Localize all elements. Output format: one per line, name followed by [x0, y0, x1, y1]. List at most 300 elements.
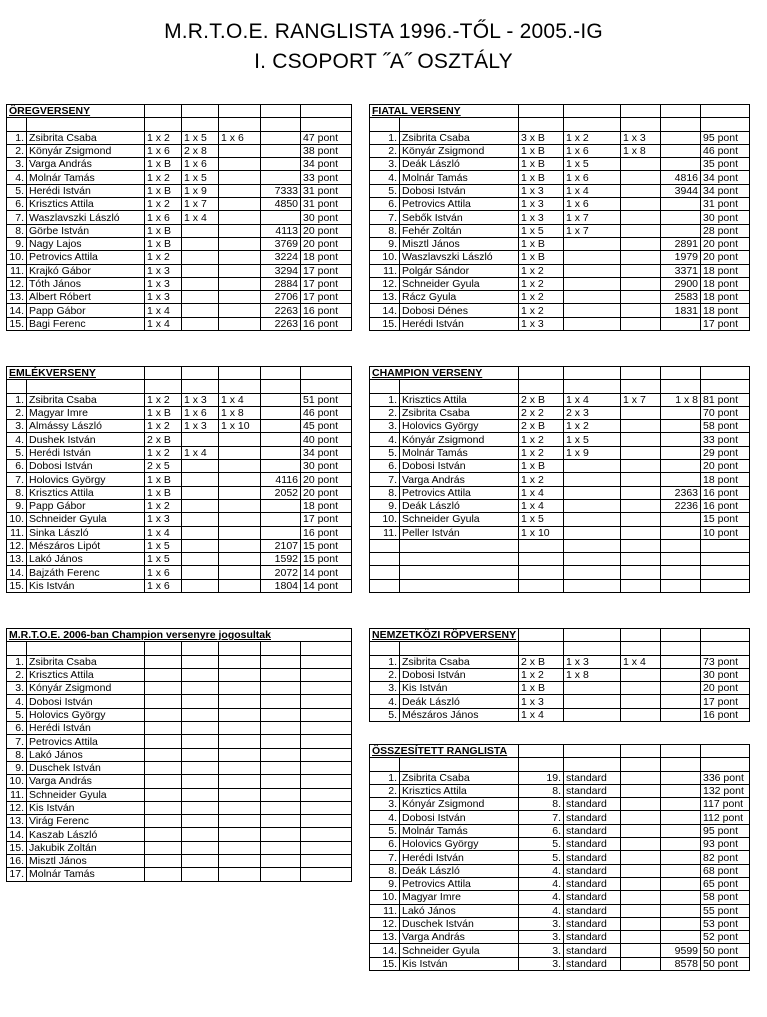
empty-cell — [219, 380, 261, 393]
result-cell-3 — [621, 798, 661, 811]
result-cell-3 — [621, 406, 661, 419]
table-row — [7, 513, 352, 526]
tiebreak-cell — [661, 917, 701, 930]
name-cell: Deák László — [400, 499, 519, 512]
name-cell: Herédi István — [400, 317, 519, 330]
tiebreak-cell: 9599 — [661, 944, 701, 957]
tiebreak-cell: 8578 — [661, 957, 701, 970]
table-row — [7, 317, 352, 330]
points-cell: 17 pont — [301, 513, 352, 526]
result-cell-3 — [219, 291, 261, 304]
table-title-row — [370, 745, 750, 758]
tiebreak-cell — [661, 460, 701, 473]
points-cell: 20 pont — [301, 237, 352, 250]
rank-cell: 3. — [370, 682, 400, 695]
name-cell: Magyar Imre — [27, 406, 145, 419]
empty-cell — [400, 642, 519, 655]
rank-cell: 12. — [7, 801, 27, 814]
name-cell: Holovics György — [400, 838, 519, 851]
table-row — [7, 237, 352, 250]
result-cell-1 — [145, 722, 182, 735]
table-row — [7, 735, 352, 748]
result-cell-2 — [182, 695, 219, 708]
tiebreak-cell — [261, 171, 301, 184]
result-cell-1: 1 x 2 — [145, 198, 182, 211]
empty-cell — [564, 629, 621, 642]
result-cell-3 — [621, 158, 661, 171]
table-title-row — [370, 629, 750, 642]
empty-cell — [661, 758, 701, 771]
table-row — [7, 158, 352, 171]
name-cell: Schneider Gyula — [27, 513, 145, 526]
result-cell-2 — [564, 708, 621, 721]
table-row — [7, 539, 352, 552]
empty-cell — [519, 642, 564, 655]
result-cell-1: 1 x 5 — [519, 224, 564, 237]
tiebreak-cell: 2263 — [261, 304, 301, 317]
table-row — [370, 682, 750, 695]
tiebreak-cell — [661, 931, 701, 944]
points-cell: 31 pont — [301, 198, 352, 211]
result-cell-1: 2 x B — [145, 433, 182, 446]
points-cell: 17 pont — [701, 317, 750, 330]
result-cell-2 — [564, 304, 621, 317]
result-cell-3 — [621, 891, 661, 904]
tiebreak-cell — [661, 798, 701, 811]
name-cell: Duschek István — [27, 761, 145, 774]
result-cell-3 — [621, 304, 661, 317]
result-cell-2 — [564, 566, 621, 579]
rank-cell: 11. — [370, 904, 400, 917]
points-cell — [301, 708, 352, 721]
spacer-row — [370, 758, 750, 771]
points-cell — [301, 682, 352, 695]
result-cell-1: 1 x 5 — [145, 553, 182, 566]
result-cell-1: 1 x 3 — [519, 695, 564, 708]
name-cell: Molnár Tamás — [27, 868, 145, 881]
rank-cell: 5. — [7, 708, 27, 721]
result-cell-1: 1 x B — [145, 486, 182, 499]
result-cell-1: 6. — [519, 824, 564, 837]
points-cell: 18 pont — [701, 277, 750, 290]
result-cell-1: 1 x 3 — [145, 277, 182, 290]
table-row — [7, 841, 352, 854]
rank-cell: 4. — [7, 695, 27, 708]
rank-cell: 3. — [7, 158, 27, 171]
result-cell-2 — [182, 682, 219, 695]
result-cell-3 — [621, 486, 661, 499]
table-row — [7, 406, 352, 419]
empty-cell — [621, 758, 661, 771]
tiebreak-cell — [661, 317, 701, 330]
tiebreak-cell: 4816 — [661, 171, 701, 184]
result-cell-3 — [621, 824, 661, 837]
result-cell-1: 1 x B — [145, 224, 182, 237]
points-cell: 30 pont — [301, 211, 352, 224]
empty-cell — [219, 367, 261, 380]
empty-cell — [519, 380, 564, 393]
name-cell: Papp Gábor — [27, 304, 145, 317]
rank-cell: 7. — [370, 851, 400, 864]
name-cell: Holovics György — [400, 420, 519, 433]
result-cell-2 — [182, 788, 219, 801]
empty-cell — [145, 118, 182, 131]
result-cell-1: 1 x 2 — [519, 473, 564, 486]
result-cell-2: 1 x 4 — [564, 393, 621, 406]
result-cell-1 — [145, 815, 182, 828]
points-cell: 45 pont — [301, 420, 352, 433]
result-cell-1: 1 x 4 — [519, 486, 564, 499]
result-cell-3 — [621, 446, 661, 459]
table-row — [7, 460, 352, 473]
tiebreak-cell: 2072 — [261, 566, 301, 579]
tiebreak-cell: 2263 — [261, 317, 301, 330]
rank-cell — [370, 553, 400, 566]
empty-cell — [301, 118, 352, 131]
spacer-row — [7, 642, 352, 655]
points-cell: 58 pont — [701, 420, 750, 433]
result-cell-1 — [145, 841, 182, 854]
tiebreak-cell — [661, 824, 701, 837]
table-row — [370, 499, 750, 512]
result-cell-1: 7. — [519, 811, 564, 824]
nemzetkozi-ropverseny-table — [369, 628, 750, 722]
result-cell-3 — [219, 446, 261, 459]
table-row — [7, 184, 352, 197]
result-cell-2: standard — [564, 944, 621, 957]
name-cell: Dushek István — [27, 433, 145, 446]
points-cell: 95 pont — [701, 131, 750, 144]
table-row — [370, 864, 750, 877]
name-cell: Dobosi Dénes — [400, 304, 519, 317]
result-cell-2 — [182, 735, 219, 748]
rank-cell: 3. — [7, 420, 27, 433]
table-row — [7, 748, 352, 761]
tiebreak-cell — [261, 446, 301, 459]
table-title-row — [7, 367, 352, 380]
result-cell-3 — [219, 539, 261, 552]
name-cell: Krisztics Attila — [400, 784, 519, 797]
rank-cell: 2. — [7, 406, 27, 419]
rank-cell: 5. — [7, 184, 27, 197]
empty-cell — [519, 105, 564, 118]
tiebreak-cell: 4850 — [261, 198, 301, 211]
empty-cell — [219, 105, 261, 118]
tiebreak-cell — [261, 801, 301, 814]
result-cell-3 — [219, 566, 261, 579]
points-cell: 18 pont — [701, 304, 750, 317]
result-cell-3 — [219, 317, 261, 330]
tiebreak-cell — [261, 513, 301, 526]
table-row — [7, 499, 352, 512]
points-cell — [301, 695, 352, 708]
result-cell-3 — [621, 171, 661, 184]
name-cell: Varga András — [400, 931, 519, 944]
table-title: M.R.T.O.E. 2006-ban Champion versenyre jogosultak — [9, 629, 271, 642]
name-cell: Fehér Zoltán — [400, 224, 519, 237]
name-cell: Schneider Gyula — [27, 788, 145, 801]
result-cell-1 — [145, 828, 182, 841]
result-cell-3 — [219, 801, 261, 814]
result-cell-3 — [621, 811, 661, 824]
rank-cell: 3. — [370, 420, 400, 433]
table-row — [7, 144, 352, 157]
tiebreak-cell — [261, 775, 301, 788]
result-cell-3 — [219, 553, 261, 566]
result-cell-1: 1 x 4 — [145, 317, 182, 330]
result-cell-2 — [182, 304, 219, 317]
points-cell: 73 pont — [701, 655, 750, 668]
points-cell — [301, 735, 352, 748]
rank-cell — [370, 539, 400, 552]
rank-cell: 10. — [370, 513, 400, 526]
name-cell: Zsibrita Csaba — [400, 406, 519, 419]
name-cell: Petrovics Attila — [400, 486, 519, 499]
points-cell: 112 pont — [701, 811, 750, 824]
tiebreak-cell — [261, 695, 301, 708]
name-cell: Rácz Gyula — [400, 291, 519, 304]
name-cell: Dobosi István — [400, 668, 519, 681]
points-cell — [301, 668, 352, 681]
result-cell-3 — [219, 460, 261, 473]
points-cell: 50 pont — [701, 957, 750, 970]
rank-cell: 7. — [7, 473, 27, 486]
name-cell: Molnár Tamás — [400, 446, 519, 459]
tiebreak-cell — [661, 904, 701, 917]
name-cell: Sinka László — [27, 526, 145, 539]
result-cell-3 — [621, 566, 661, 579]
points-cell: 34 pont — [701, 171, 750, 184]
points-cell: 336 pont — [701, 771, 750, 784]
points-cell: 16 pont — [301, 317, 352, 330]
points-cell: 30 pont — [301, 460, 352, 473]
result-cell-3 — [621, 864, 661, 877]
points-cell — [301, 775, 352, 788]
result-cell-1 — [145, 868, 182, 881]
empty-cell — [621, 118, 661, 131]
result-cell-1 — [519, 539, 564, 552]
result-cell-2 — [182, 486, 219, 499]
empty-cell — [701, 367, 750, 380]
points-cell: 93 pont — [701, 838, 750, 851]
rank-cell: 4. — [7, 433, 27, 446]
empty-cell — [701, 118, 750, 131]
name-cell: Albert Róbert — [27, 291, 145, 304]
table-row — [7, 291, 352, 304]
rank-cell: 2. — [370, 144, 400, 157]
points-cell — [701, 539, 750, 552]
empty-cell — [701, 745, 750, 758]
result-cell-1: 1 x 2 — [519, 277, 564, 290]
tiebreak-cell — [661, 579, 701, 592]
result-cell-1: 1 x 2 — [519, 291, 564, 304]
result-cell-3 — [621, 904, 661, 917]
result-cell-3 — [621, 317, 661, 330]
tiebreak-cell — [661, 838, 701, 851]
name-cell: Varga András — [400, 473, 519, 486]
tiebreak-cell: 1 x 8 — [661, 393, 701, 406]
name-cell: Almássy László — [27, 420, 145, 433]
emlekverseny-table — [6, 366, 352, 593]
table-title-row — [370, 367, 750, 380]
result-cell-3 — [219, 277, 261, 290]
rank-cell: 17. — [7, 868, 27, 881]
rank-cell: 8. — [7, 748, 27, 761]
name-cell: Waszlavszki László — [27, 211, 145, 224]
result-cell-1: 1 x B — [519, 237, 564, 250]
rank-cell: 1. — [370, 771, 400, 784]
rank-cell: 13. — [370, 291, 400, 304]
points-cell: 50 pont — [701, 944, 750, 957]
empty-cell — [400, 380, 519, 393]
result-cell-3 — [219, 224, 261, 237]
rank-cell: 4. — [7, 171, 27, 184]
empty-cell — [661, 380, 701, 393]
table-row — [370, 851, 750, 864]
result-cell-1 — [145, 735, 182, 748]
result-cell-2: 1 x 5 — [182, 131, 219, 144]
table-row — [7, 473, 352, 486]
result-cell-3: 1 x 3 — [621, 131, 661, 144]
result-cell-1: 8. — [519, 798, 564, 811]
rank-cell: 10. — [7, 775, 27, 788]
name-cell: Lakó János — [27, 553, 145, 566]
tiebreak-cell — [661, 877, 701, 890]
points-cell — [301, 855, 352, 868]
result-cell-3 — [621, 460, 661, 473]
rank-cell: 8. — [370, 864, 400, 877]
rank-cell: 5. — [370, 824, 400, 837]
result-cell-2: standard — [564, 891, 621, 904]
points-cell: 117 pont — [701, 798, 750, 811]
name-cell — [400, 539, 519, 552]
points-cell — [301, 868, 352, 881]
table-row — [370, 198, 750, 211]
result-cell-1: 1 x B — [145, 237, 182, 250]
points-cell: 18 pont — [701, 291, 750, 304]
result-cell-1: 1 x 3 — [519, 317, 564, 330]
result-cell-3: 1 x 10 — [219, 420, 261, 433]
result-cell-2: standard — [564, 917, 621, 930]
result-cell-1: 1 x B — [519, 171, 564, 184]
name-cell: Waszlavszki László — [400, 251, 519, 264]
result-cell-3 — [621, 877, 661, 890]
name-cell: Mészáros János — [400, 708, 519, 721]
table-row — [370, 486, 750, 499]
result-cell-1 — [145, 775, 182, 788]
empty-cell — [661, 118, 701, 131]
rank-cell: 2. — [370, 784, 400, 797]
table-row — [7, 579, 352, 592]
rank-cell: 1. — [370, 131, 400, 144]
result-cell-1: 1 x 2 — [519, 446, 564, 459]
rank-cell: 9. — [7, 761, 27, 774]
result-cell-1: 1 x 3 — [145, 513, 182, 526]
result-cell-2 — [564, 539, 621, 552]
result-cell-1: 1 x 4 — [519, 499, 564, 512]
points-cell — [301, 828, 352, 841]
tiebreak-cell — [661, 891, 701, 904]
page-subtitle: I. CSOPORT ˝A˝ OSZTÁLY — [254, 50, 513, 73]
empty-cell — [701, 642, 750, 655]
table-row — [370, 566, 750, 579]
points-cell: 16 pont — [701, 499, 750, 512]
tiebreak-cell — [661, 158, 701, 171]
result-cell-3 — [621, 277, 661, 290]
name-cell: Könyár Zsigmond — [400, 144, 519, 157]
tiebreak-cell — [261, 499, 301, 512]
result-cell-3 — [219, 855, 261, 868]
points-cell: 46 pont — [701, 144, 750, 157]
empty-cell — [182, 367, 219, 380]
table-row — [7, 566, 352, 579]
empty-cell — [621, 367, 661, 380]
result-cell-3 — [219, 251, 261, 264]
table-row — [7, 420, 352, 433]
result-cell-2 — [564, 317, 621, 330]
result-cell-2: 1 x 4 — [182, 446, 219, 459]
result-cell-2 — [182, 264, 219, 277]
result-cell-2 — [182, 868, 219, 881]
table-row — [370, 158, 750, 171]
table-row — [7, 855, 352, 868]
name-cell: Mészáros Lipót — [27, 539, 145, 552]
table-row — [370, 668, 750, 681]
points-cell — [701, 579, 750, 592]
result-cell-2 — [564, 251, 621, 264]
result-cell-3 — [219, 868, 261, 881]
name-cell: Dobosi István — [400, 460, 519, 473]
tiebreak-cell — [661, 131, 701, 144]
points-cell: 31 pont — [701, 198, 750, 211]
rank-cell: 3. — [370, 798, 400, 811]
points-cell: 20 pont — [301, 486, 352, 499]
champion-verseny-table — [369, 366, 750, 593]
rank-cell: 13. — [7, 553, 27, 566]
tiebreak-cell: 2900 — [661, 277, 701, 290]
empty-cell — [621, 642, 661, 655]
tiebreak-cell: 3224 — [261, 251, 301, 264]
name-cell: Zsibrita Csaba — [27, 131, 145, 144]
result-cell-1: 3. — [519, 917, 564, 930]
tiebreak-cell — [661, 771, 701, 784]
rank-cell: 7. — [7, 211, 27, 224]
rank-cell: 7. — [7, 735, 27, 748]
points-cell: 20 pont — [301, 224, 352, 237]
points-cell: 95 pont — [701, 824, 750, 837]
result-cell-3 — [219, 668, 261, 681]
empty-cell — [564, 105, 621, 118]
result-cell-2 — [182, 801, 219, 814]
empty-cell — [370, 118, 400, 131]
result-cell-3 — [621, 420, 661, 433]
name-cell: Polgár Sándor — [400, 264, 519, 277]
table-row — [370, 917, 750, 930]
result-cell-2: 1 x 3 — [182, 420, 219, 433]
result-cell-3 — [219, 761, 261, 774]
empty-cell — [701, 629, 750, 642]
result-cell-3 — [219, 695, 261, 708]
name-cell: Schneider Gyula — [400, 944, 519, 957]
result-cell-1: 1 x 3 — [519, 211, 564, 224]
rank-cell: 16. — [7, 855, 27, 868]
table-row — [370, 131, 750, 144]
points-cell — [301, 655, 352, 668]
points-cell: 65 pont — [701, 877, 750, 890]
result-cell-3 — [219, 775, 261, 788]
empty-cell — [701, 758, 750, 771]
result-cell-1 — [145, 748, 182, 761]
